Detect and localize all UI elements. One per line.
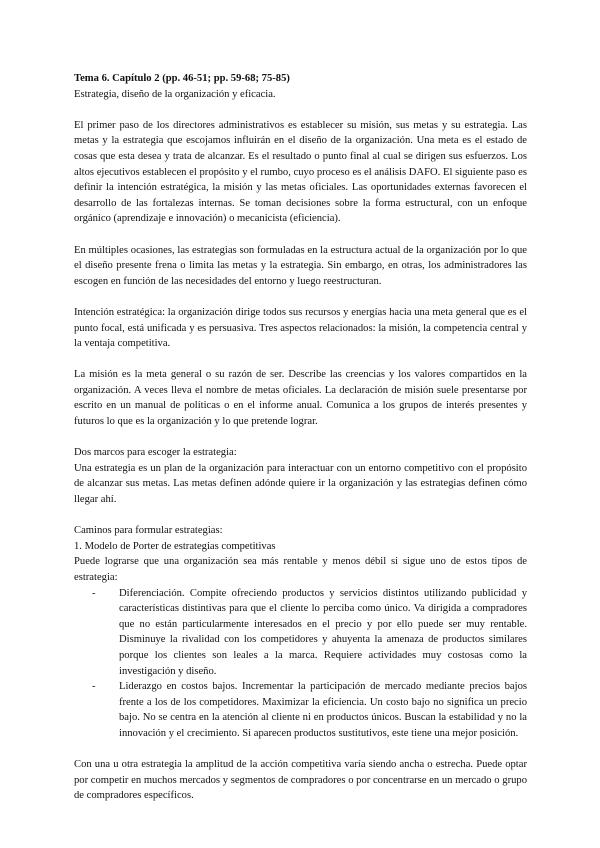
strategy-list [74, 586, 527, 742]
closing-paragraph: Con una u otra estrategia la amplitud de la acción competitiva varía siendo ancha o estrecha. Puede optar por competir en muchos mercados y segmentos de compradores o por concentrarse en un mercado o grupo de compradores específicos. [74, 759, 527, 802]
document-title: Tema 6. Capítulo 2 (pp. 46-51; pp. 59-68; 75-85) [74, 73, 290, 84]
list-item [74, 679, 527, 741]
paragraph: El primer paso de los directores administrativos es establecer su misión, sus metas y su estrategia. Las metas y la estrategia que escojamos influirán en el diseño de la organización. Una meta es el estado de cosas que esta desea y trata de alcanzar. Es el resultado o punto final al cual se dirigen sus esfuerzos. Los altos ejecutivos establecen el propósito y el rumbo, cuyo proceso es el análisis DAFO. El siguiente paso es definir la intención estratégica, la misión y las metas oficiales. Las oportunidades externas favorecen el desarrollo de las fortalezas internas. Se toman decisiones sobre la forma estructural, con un enfoque orgánico (aprendizaje e innovación) o mecanicista (eficiencia). [74, 119, 527, 225]
frameworks-heading: Dos marcos para escoger la estrategia: [74, 447, 237, 459]
list-item-text: Diferenciación. Compite ofreciendo productos y servicios distintos utilizando publicidad y características distintivas para que el cliente lo perciba como único. Va dirigida a compradores que no están particularmente interesados en el precio y por ello puede ser muy rentable. Disminuye la rivalidad con los competidores y ahuyenta la amenaza de productos similares porque los clientes son leales a la marca. Requiere actividades muy costosas como la investigación y diseño. [119, 587, 527, 677]
document-subtitle: Estrategia, diseño de la organización y eficacia. [74, 88, 276, 100]
heading-block [74, 71, 527, 102]
list-item-text: Liderazgo en costos bajos. Incrementar la participación de mercado mediante precios bajos frente a los de los competidores. Maximizar la eficiencia. Un costo bajo no significa un precio bajo. No se centra en la atención al cliente ni en productos únicos. Buscan la estabilidad y no la innovación y el crecimiento. Si aparecen productos sustitutivos, este tiene una mejor posición. [119, 681, 527, 739]
document-body [74, 71, 527, 820]
bullet-marker: - [92, 681, 96, 693]
paragraph: En múltiples ocasiones, las estrategias son formuladas en la estructura actual de la organización por lo que el diseño presente frena o limita las metas y la estrategia. Sin embargo, en otras, los administradores las escogen en función de las necesidades del entorno y luego reestructuran. [74, 244, 527, 287]
frameworks-text: Una estrategia es un plan de la organización para interactuar con un entorno competitivo con el propósito de alcanzar sus metas. Las metas definen adónde quiere ir la organización y las estrategias definen cómo llegar ahí. [74, 462, 527, 506]
paths-subheading: 1. Modelo de Porter de estrategias competitivas [74, 540, 276, 552]
paths-intro: Puede lograrse que una organización sea más rentable y menos débil si sigue uno de estos tipos de estrategia: [74, 556, 527, 583]
paths-heading: Caminos para formular estrategias: [74, 525, 223, 537]
paragraph: La misión es la meta general o su razón de ser. Describe las creencias y los valores compartidos en la organización. A veces lleva el nombre de metas oficiales. La declaración de misión suele presentarse por escrito en un manual de políticas o en el informe anual. Comunica a los grupos de interés presentes y futuros lo que es la organización y lo que pretende lograr. [74, 369, 527, 428]
paragraph: Intención estratégica: la organización dirige todos sus recursos y energías hacia una meta general que es el punto focal, está unificada y es persuasiva. Tres aspectos relacionados: la misión, la competencia central y la ventaja competitiva. [74, 306, 527, 350]
list-item [74, 586, 527, 680]
bullet-marker: - [92, 587, 96, 599]
